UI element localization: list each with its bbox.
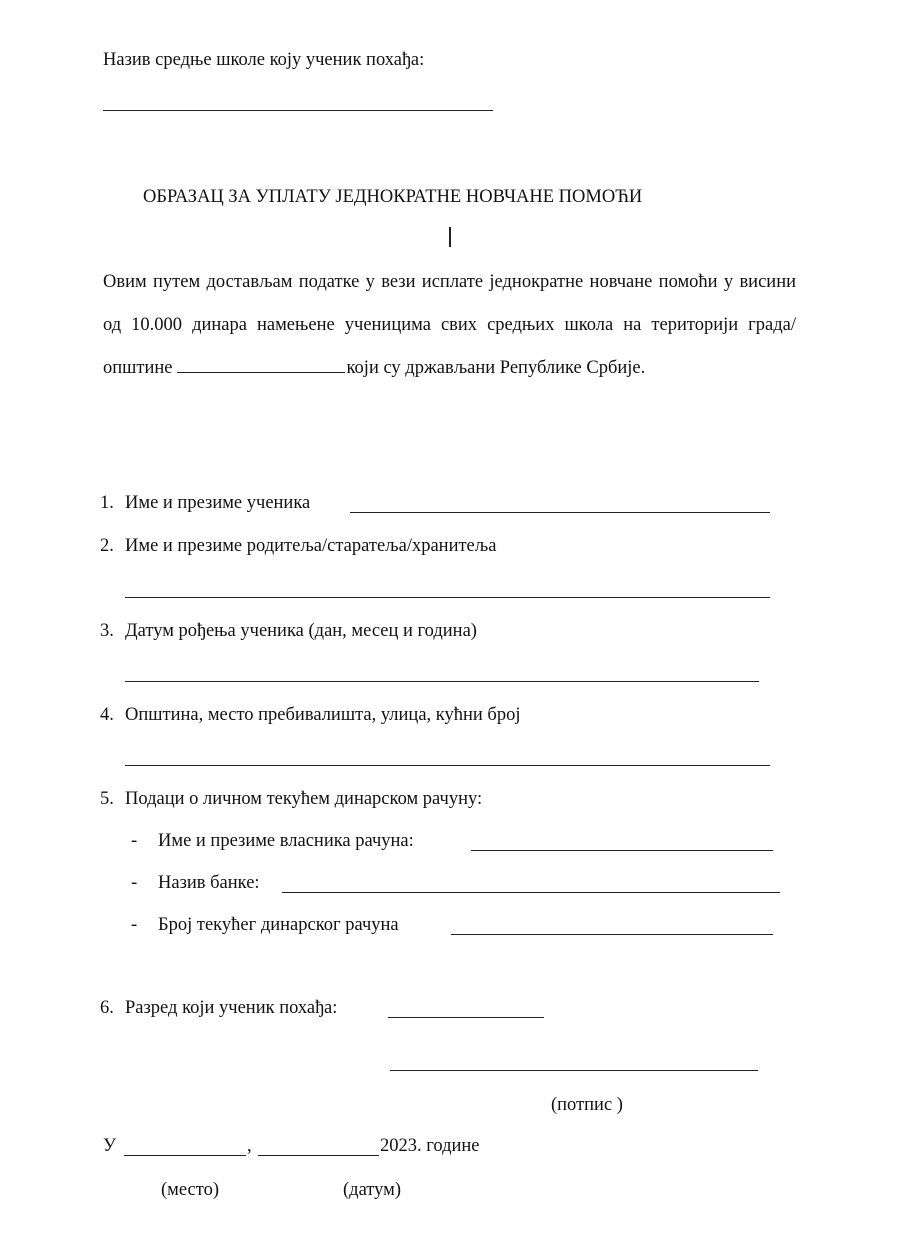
municipality-field[interactable] bbox=[177, 371, 345, 373]
place-prefix: У bbox=[103, 1136, 117, 1156]
bullet-dash: - bbox=[131, 915, 138, 935]
school-name-field[interactable] bbox=[103, 110, 493, 111]
school-name-label: Назив средње школе коју ученик похађа: bbox=[103, 50, 425, 70]
form-title: ОБРАЗАЦ ЗА УПЛАТУ ЈЕДНОКРАТНЕ НОВЧАНЕ ПОМОЋИ bbox=[143, 187, 643, 207]
field-6-number: 6. bbox=[100, 998, 114, 1018]
grade-label: Разред који ученик похађа: bbox=[125, 998, 338, 1018]
date-caption: (датум) bbox=[343, 1180, 402, 1200]
field-4-number: 4. bbox=[100, 705, 114, 725]
date-field[interactable] bbox=[258, 1155, 379, 1156]
account-number-field[interactable] bbox=[451, 934, 773, 935]
bullet-dash: - bbox=[131, 873, 138, 893]
intro-text-part2: који су држављани Републике Србије. bbox=[346, 358, 646, 378]
field-5-label: Подаци о личном текућем динарском рачуну: bbox=[125, 789, 483, 809]
year-text: 2023. године bbox=[380, 1136, 480, 1156]
signature-field[interactable] bbox=[390, 1070, 758, 1071]
bank-name-label: Назив банке: bbox=[158, 873, 260, 893]
account-owner-field[interactable] bbox=[471, 850, 773, 851]
place-field[interactable] bbox=[124, 1155, 246, 1156]
signature-caption: (потпис ) bbox=[551, 1095, 623, 1115]
student-name-field[interactable] bbox=[350, 512, 770, 513]
intro-text-part1: Овим путем достављам податке у вези исплате једнократне новчане помоћи у висини од 10.000 динара намењене ученицима свих средњих школа на територији града/општине bbox=[103, 272, 796, 378]
field-4-label: Општина, место пребивалишта, улица, кућни број bbox=[125, 705, 521, 725]
field-5-number: 5. bbox=[100, 789, 114, 809]
place-date-comma: , bbox=[247, 1136, 252, 1156]
field-1-label: Име и презиме ученика bbox=[125, 493, 311, 513]
place-caption: (место) bbox=[161, 1180, 220, 1200]
field-1-number: 1. bbox=[100, 493, 114, 513]
account-owner-label: Име и презиме власника рачуна: bbox=[158, 831, 414, 851]
field-3-label: Датум рођења ученика (дан, месец и година) bbox=[125, 621, 477, 641]
parent-name-field[interactable] bbox=[125, 597, 770, 598]
field-2-label: Име и презиме родитеља/старатеља/хранитеља bbox=[125, 536, 497, 556]
address-field[interactable] bbox=[125, 765, 770, 766]
text-cursor bbox=[449, 227, 451, 247]
account-number-label: Број текућег динарског рачуна bbox=[158, 915, 399, 935]
field-3-number: 3. bbox=[100, 621, 114, 641]
birth-date-field[interactable] bbox=[125, 681, 759, 682]
grade-field[interactable] bbox=[388, 1017, 544, 1018]
bank-name-field[interactable] bbox=[282, 892, 780, 893]
intro-paragraph bbox=[103, 261, 796, 390]
field-2-number: 2. bbox=[100, 536, 114, 556]
bullet-dash: - bbox=[131, 831, 138, 851]
